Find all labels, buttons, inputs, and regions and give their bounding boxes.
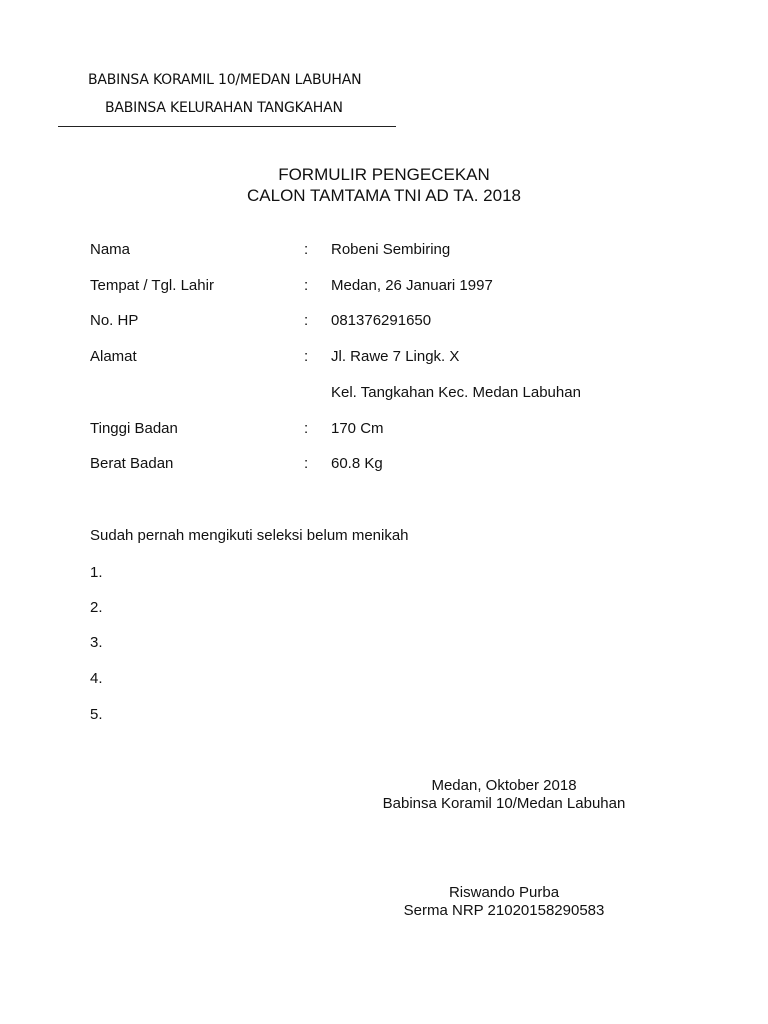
field-separator: :: [304, 420, 309, 437]
field-row-weight: [0, 455, 768, 475]
field-separator: :: [304, 241, 309, 258]
field-row-birth: [0, 277, 768, 297]
field-row-phone: [0, 312, 768, 332]
field-label: Alamat: [90, 348, 137, 365]
field-value: Robeni Sembiring: [331, 241, 451, 258]
field-value: 081376291650: [331, 312, 432, 329]
form-subtitle: CALON TAMTAMA TNI AD TA. 2018: [247, 186, 521, 205]
signatory-name: Riswando Purba: [448, 884, 560, 901]
header-divider: [58, 126, 396, 127]
field-label: Tempat / Tgl. Lahir: [90, 277, 214, 294]
field-value: Kel. Tangkahan Kec. Medan Labuhan: [331, 384, 581, 401]
field-row-address: [0, 348, 768, 368]
list-item: 2.: [90, 599, 103, 616]
field-separator: :: [304, 348, 309, 365]
field-label: No. HP: [90, 312, 139, 329]
field-label: Nama: [90, 241, 131, 258]
field-row-height: [0, 420, 768, 440]
list-item: 5.: [90, 706, 103, 723]
selection-question: Sudah pernah mengikuti seleksi belum menikah: [90, 527, 409, 544]
field-value: 60.8 Kg: [331, 455, 383, 472]
field-separator: :: [304, 312, 309, 329]
header-unit: BABINSA KORAMIL 10/MEDAN LABUHAN: [88, 72, 362, 88]
field-value: Jl. Rawe 7 Lingk. X: [331, 348, 460, 365]
field-row-address-cont: [0, 384, 768, 404]
field-value: Medan, 26 Januari 1997: [331, 277, 493, 294]
signature-place-date: Medan, Oktober 2018: [431, 777, 577, 794]
list-item: 1.: [90, 564, 103, 581]
list-item: 4.: [90, 670, 103, 687]
field-label: Tinggi Badan: [90, 420, 178, 437]
header-subunit: BABINSA KELURAHAN TANGKAHAN: [105, 100, 343, 116]
field-separator: :: [304, 455, 309, 472]
field-label: Berat Badan: [90, 455, 174, 472]
field-row-nama: [0, 241, 768, 261]
field-separator: :: [304, 277, 309, 294]
form-title: FORMULIR PENGECEKAN: [278, 165, 490, 184]
list-item: 3.: [90, 634, 103, 651]
field-value: 170 Cm: [331, 420, 384, 437]
signature-office: Babinsa Koramil 10/Medan Labuhan: [382, 795, 626, 812]
signatory-rank-nrp: Serma NRP 21020158290583: [403, 902, 605, 919]
